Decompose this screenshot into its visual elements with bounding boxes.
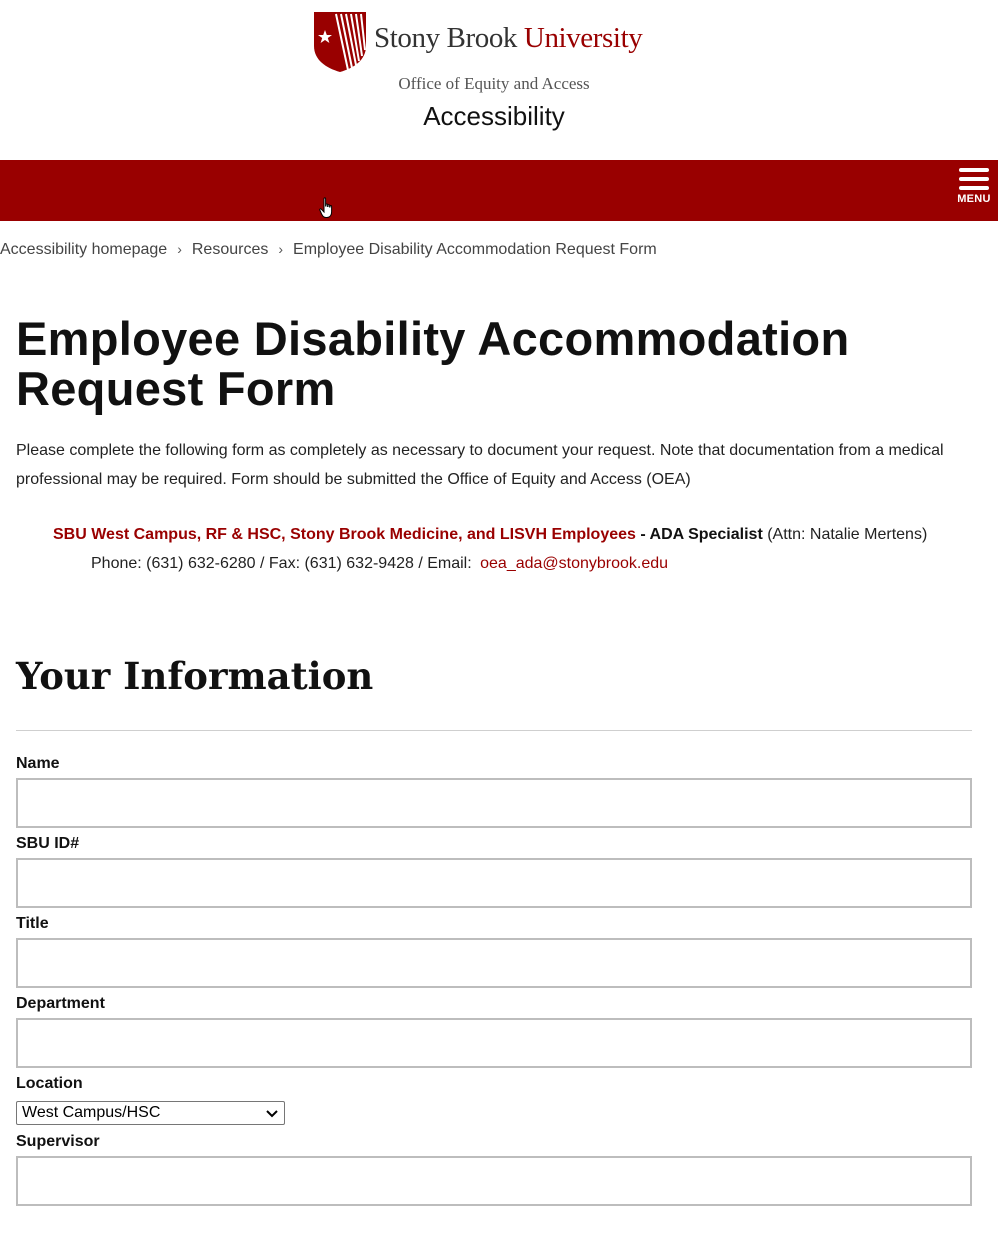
sbu-id-label: SBU ID#	[16, 835, 80, 852]
contact-dash: -	[635, 526, 650, 543]
location-label: Location	[16, 1075, 83, 1092]
breadcrumb-link-resources[interactable]: Resources	[191, 241, 269, 258]
email-link[interactable]: oea_ada@stonybrook.edu	[480, 555, 669, 572]
supervisor-input[interactable]	[16, 1156, 972, 1206]
intro-paragraph: Please complete the following form as completely as necessary to document your request. Note that documentation from a medical professional may be required. Form should be submitted the Office of Equity and Access (OEA)	[16, 442, 944, 488]
main-navbar	[0, 160, 998, 221]
hand-pointer-cursor-icon	[319, 197, 335, 219]
section-title-your-information: Your Information	[16, 654, 374, 698]
logo-word-stony-brook: Stony Brook	[374, 22, 518, 54]
page-title-line2: Request Form	[16, 362, 336, 415]
name-label: Name	[16, 755, 60, 772]
breadcrumb	[0, 241, 657, 259]
sbu-id-input[interactable]	[16, 858, 972, 908]
contact-line	[53, 526, 927, 544]
department-input[interactable]	[16, 1018, 972, 1068]
shield-logo-icon	[314, 12, 366, 72]
breadcrumb-current: Employee Disability Accommodation Request Form	[293, 241, 657, 258]
location-select[interactable]	[16, 1101, 285, 1125]
section-divider	[16, 730, 972, 731]
contact-attn: (Attn: Natalie Mertens)	[762, 526, 928, 543]
university-logo[interactable]	[314, 12, 664, 74]
ada-specialist-role: ADA Specialist	[649, 526, 763, 543]
menu-button[interactable]	[954, 166, 994, 216]
page-title-line1: Employee Disability Accommodation	[16, 312, 850, 365]
title-label: Title	[16, 915, 49, 932]
department-label: Department	[16, 995, 105, 1012]
office-name[interactable]: Office of Equity and Access	[398, 74, 590, 93]
chevron-right-icon: ›	[177, 241, 182, 257]
logo-word-university: University	[523, 22, 643, 54]
breadcrumb-link-home[interactable]: Accessibility homepage	[0, 241, 168, 258]
location-selected-value: West Campus/HSC	[22, 1104, 161, 1121]
employee-group: SBU West Campus, RF & HSC, Stony Brook Medicine, and LISVH Employees	[53, 526, 636, 543]
hamburger-icon	[959, 168, 989, 190]
menu-label: MENU	[957, 193, 991, 205]
page-title	[16, 314, 916, 414]
logo-wordmark	[374, 22, 642, 55]
chevron-down-icon	[266, 1109, 278, 1119]
supervisor-label: Supervisor	[16, 1133, 100, 1150]
site-title[interactable]: Accessibility	[423, 101, 565, 131]
title-input[interactable]	[16, 938, 972, 988]
phone-fax-text: Phone: (631) 632-6280 / Fax: (631) 632-9428 / Email:	[91, 555, 477, 572]
chevron-right-icon: ›	[278, 241, 284, 257]
name-input[interactable]	[16, 778, 972, 828]
contact-details	[91, 555, 668, 573]
site-header	[0, 0, 998, 160]
